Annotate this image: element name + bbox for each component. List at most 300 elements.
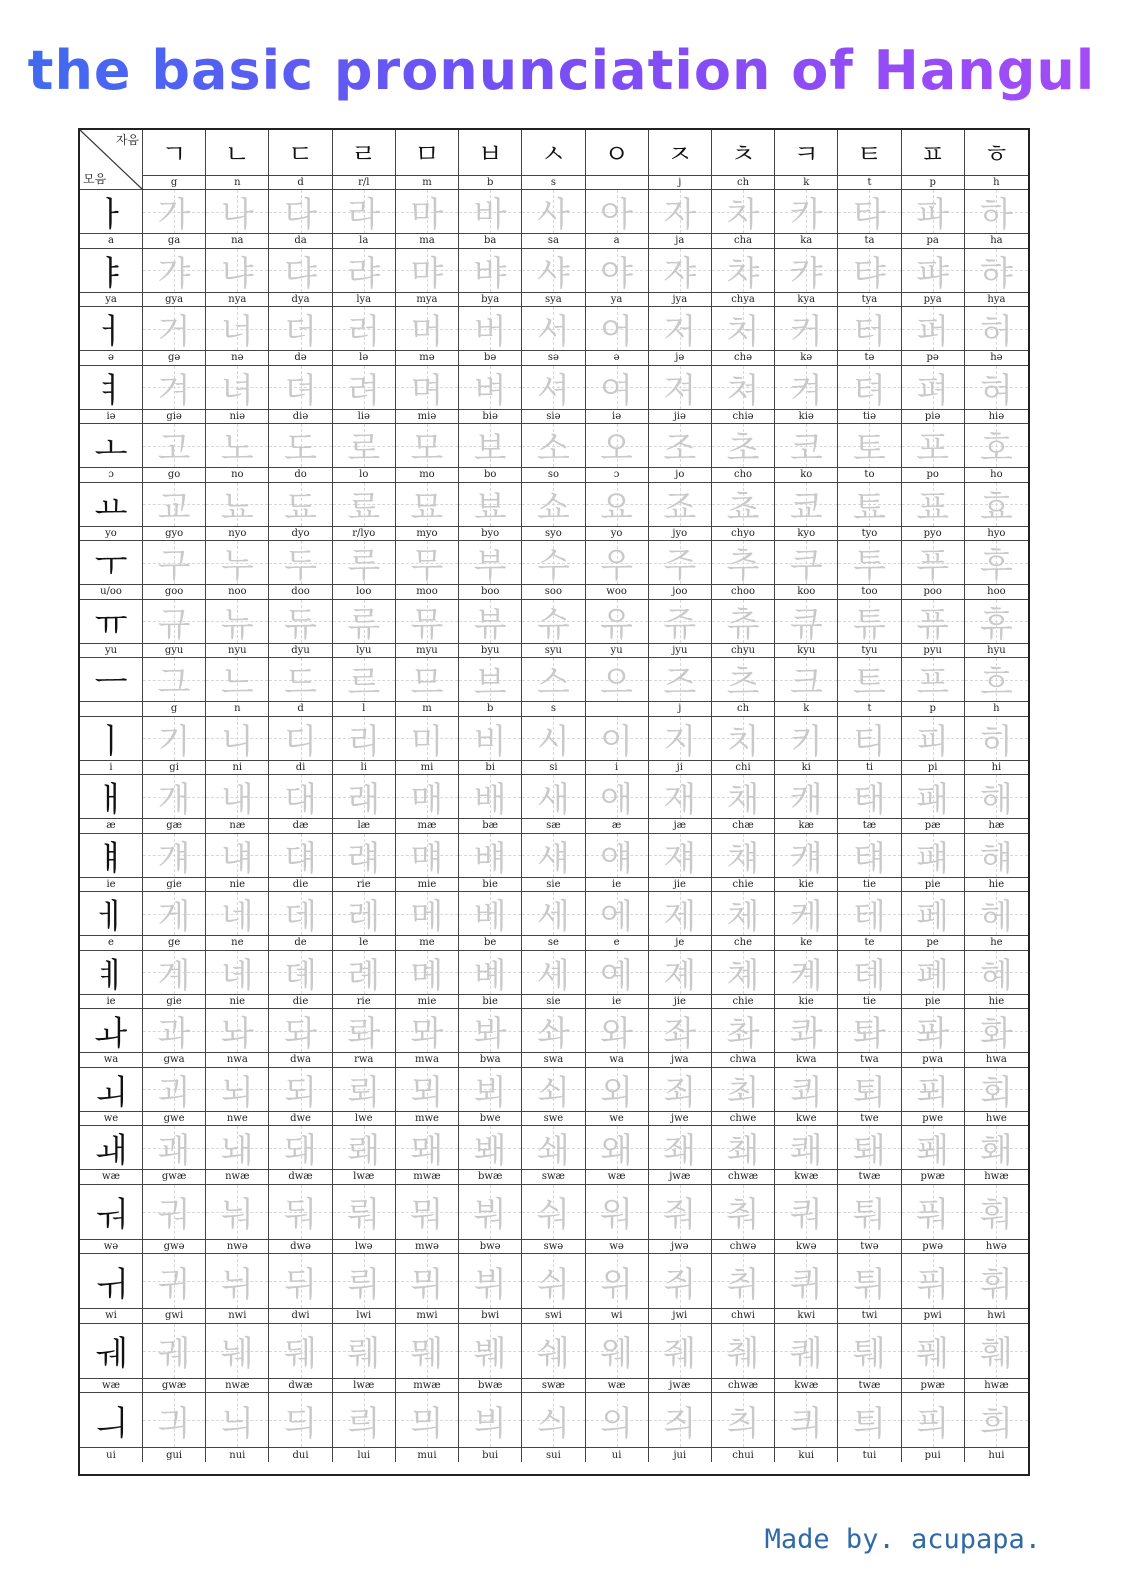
syllable-cell: [838, 834, 901, 878]
syllable-roman: chwa: [712, 1053, 775, 1068]
syllable-roman: pwa: [902, 1053, 965, 1068]
syllable-cell: [775, 951, 838, 995]
syllable-roman: ke: [775, 936, 838, 951]
syllable-text: 헤: [979, 897, 1013, 936]
syllable-text: 퇴: [853, 1072, 886, 1112]
syllable-cell: [712, 600, 775, 644]
syllable-cell: [902, 1068, 965, 1112]
syllable-roman: tyo: [838, 527, 901, 542]
syllable-cell: [143, 600, 206, 644]
syllable-text: 져: [663, 370, 697, 410]
syllable-text: 뫄: [410, 1014, 444, 1053]
syllable-cell: [396, 775, 459, 819]
syllable-text: 느: [220, 663, 254, 702]
syllable-text: 희: [979, 1403, 1013, 1444]
syllable-roman: go: [143, 468, 206, 483]
syllable-roman: bæ: [459, 819, 522, 834]
syllable-roman: mə: [396, 351, 459, 366]
syllable-roman: dya: [269, 293, 332, 308]
syllable-cell: [143, 892, 206, 936]
vowel-roman: wi: [80, 1309, 143, 1324]
vowel-cell: ㅣ: [80, 717, 143, 761]
syllable-roman: kie: [775, 878, 838, 893]
syllable-roman: pwe: [902, 1112, 965, 1127]
syllable-text: 훠: [979, 1195, 1013, 1235]
syllable-roman: sə: [522, 351, 585, 366]
syllable-text: 폐: [916, 955, 950, 995]
syllable-roman: bo: [459, 468, 522, 483]
syllable-cell: [396, 1126, 459, 1170]
syllable-text: 셰: [536, 955, 570, 995]
syllable-text: 캬: [789, 253, 823, 293]
syllable-text: 훼: [979, 1334, 1013, 1374]
syllable-roman: gie: [143, 878, 206, 893]
syllable-cell: [775, 1393, 838, 1448]
syllable-cell: [396, 307, 459, 351]
syllable-roman: tiə: [838, 410, 901, 425]
syllable-roman: se: [522, 936, 585, 951]
syllable-cell: [712, 1009, 775, 1053]
syllable-cell: [965, 1126, 1028, 1170]
syllable-cell: [965, 1068, 1028, 1112]
syllable-roman: swæ: [522, 1379, 585, 1394]
syllable-roman: biə: [459, 410, 522, 425]
syllable-roman: hi: [965, 761, 1028, 776]
vowel-roman: wə: [80, 1240, 143, 1255]
syllable-roman: hwe: [965, 1112, 1028, 1127]
syllable-roman: die: [269, 995, 332, 1010]
syllable-text: 히: [979, 721, 1013, 761]
syllable-roman: swæ: [522, 1170, 585, 1185]
syllable-cell: [143, 1324, 206, 1379]
syllable-roman: tə: [838, 351, 901, 366]
syllable-roman: ko: [775, 468, 838, 483]
vowel-cell: ㅑ: [80, 249, 143, 293]
syllable-cell: [333, 892, 396, 936]
vowel-cell: ㅞ: [80, 1324, 143, 1379]
syllable-text: 니: [220, 721, 254, 761]
consonant-roman: d: [269, 176, 332, 190]
syllable-text: 뉘: [220, 1264, 254, 1305]
syllable-text: 쟤: [663, 838, 697, 878]
syllable-text: 두: [284, 546, 317, 585]
syllable-text: 챼: [726, 838, 760, 878]
syllable-roman: gie: [143, 995, 206, 1010]
syllable-roman: hæ: [965, 819, 1028, 834]
syllable-roman: je: [649, 936, 712, 951]
syllable-cell: [902, 1009, 965, 1053]
syllable-roman: mie: [396, 995, 459, 1010]
syllable-text: 댸: [284, 838, 317, 878]
syllable-text: 켸: [789, 955, 823, 995]
syllable-roman: joo: [649, 585, 712, 600]
syllable-text: 치: [726, 721, 760, 761]
syllable-text: 으: [600, 663, 634, 702]
syllable-cell: [269, 892, 332, 936]
syllable-cell: [522, 892, 585, 936]
syllable-cell: [775, 249, 838, 293]
syllable-roman: ti: [838, 761, 901, 776]
consonant-header: ㅎ: [965, 130, 1028, 176]
syllable-roman: kwæ: [775, 1379, 838, 1394]
syllable-text: 죠: [663, 487, 697, 527]
syllable-roman: tyu: [838, 644, 901, 659]
syllable-text: 구: [157, 546, 191, 585]
syllable-text: 뤠: [347, 1334, 381, 1374]
syllable-roman: do: [269, 468, 332, 483]
vowel-roman: ya: [80, 293, 143, 308]
syllable-text: 미: [410, 721, 444, 761]
syllable-cell: [522, 834, 585, 878]
syllable-text: 쿼: [789, 1195, 823, 1235]
syllable-cell: [586, 951, 649, 995]
syllable-text: 화: [979, 1014, 1013, 1053]
syllable-text: 례: [347, 955, 381, 995]
syllable-roman: ja: [649, 234, 712, 249]
syllable-text: 체: [726, 897, 760, 936]
syllable-roman: chya: [712, 293, 775, 308]
syllable-cell: [838, 1009, 901, 1053]
syllable-roman: tui: [838, 1448, 901, 1462]
syllable-text: 뱌: [473, 253, 507, 293]
syllable-text: 쳐: [726, 370, 760, 410]
syllable-cell: [206, 483, 269, 527]
syllable-cell: [712, 1068, 775, 1112]
syllable-text: 쾌: [789, 1131, 823, 1170]
syllable-cell: [965, 249, 1028, 293]
syllable-roman: jwə: [649, 1240, 712, 1255]
syllable-roman: gwi: [143, 1309, 206, 1324]
syllable-roman: po: [902, 468, 965, 483]
syllable-cell: [838, 951, 901, 995]
syllable-roman: wa: [586, 1053, 649, 1068]
syllable-roman: hwa: [965, 1053, 1028, 1068]
consonant-header: ㅍ: [902, 130, 965, 176]
syllable-roman: i: [586, 761, 649, 776]
syllable-cell: [459, 1009, 522, 1053]
syllable-text: 뇨: [220, 487, 254, 527]
consonant-header: ㅈ: [649, 130, 712, 176]
syllable-roman: nwə: [206, 1240, 269, 1255]
syllable-cell: [459, 366, 522, 410]
syllable-cell: [965, 658, 1028, 702]
syllable-roman: tie: [838, 878, 901, 893]
syllable-cell: [459, 600, 522, 644]
syllable-cell: [459, 483, 522, 527]
syllable-roman: bwə: [459, 1240, 522, 1255]
syllable-roman: kya: [775, 293, 838, 308]
syllable-text: 뉴: [220, 604, 254, 644]
syllable-roman: m: [396, 702, 459, 717]
syllable-cell: [269, 1324, 332, 1379]
syllable-roman: jya: [649, 293, 712, 308]
syllable-cell: [712, 1126, 775, 1170]
syllable-roman: wæ: [586, 1379, 649, 1394]
syllable-text: 워: [600, 1195, 634, 1235]
syllable-text: 테: [853, 897, 886, 936]
syllable-cell: [775, 424, 838, 468]
syllable-cell: [775, 1254, 838, 1309]
syllable-cell: [712, 541, 775, 585]
syllable-cell: [649, 1068, 712, 1112]
syllable-roman: b: [459, 702, 522, 717]
syllable-cell: [396, 424, 459, 468]
syllable-cell: [333, 190, 396, 234]
syllable-text: 에: [600, 897, 634, 936]
syllable-text: 교: [157, 487, 191, 527]
syllable-text: 붜: [473, 1195, 507, 1235]
vowel-cell: ㅚ: [80, 1068, 143, 1112]
syllable-text: 여: [600, 370, 634, 410]
consonant-roman: p: [902, 176, 965, 190]
syllable-roman: cha: [712, 234, 775, 249]
syllable-text: 바: [473, 195, 507, 234]
syllable-text: 쳬: [726, 955, 760, 995]
syllable-roman: si: [522, 761, 585, 776]
syllable-text: 풰: [916, 1334, 950, 1374]
syllable-roman: ne: [206, 936, 269, 951]
syllable-text: 커: [789, 312, 823, 351]
syllable-roman: woo: [586, 585, 649, 600]
syllable-cell: [333, 249, 396, 293]
syllable-cell: [586, 366, 649, 410]
syllable-cell: [269, 307, 332, 351]
syllable-roman: wə: [586, 1240, 649, 1255]
syllable-cell: [965, 1009, 1028, 1053]
syllable-cell: [143, 1068, 206, 1112]
syllable-roman: ui: [586, 1448, 649, 1462]
syllable-roman: dyo: [269, 527, 332, 542]
syllable-text: 놰: [220, 1131, 254, 1170]
syllable-text: 위: [600, 1264, 634, 1305]
syllable-roman: pi: [902, 761, 965, 776]
syllable-roman: nwi: [206, 1309, 269, 1324]
syllable-roman: kyo: [775, 527, 838, 542]
syllable-text: 케: [789, 897, 823, 936]
syllable-cell: [333, 1324, 396, 1379]
syllable-cell: [712, 951, 775, 995]
syllable-roman: lwæ: [333, 1170, 396, 1185]
syllable-cell: [649, 658, 712, 702]
syllable-roman: lui: [333, 1448, 396, 1462]
syllable-roman: jie: [649, 878, 712, 893]
syllable-text: 퍠: [916, 838, 950, 878]
syllable-cell: [838, 1324, 901, 1379]
syllable-text: 도: [284, 429, 317, 468]
syllable-text: 려: [347, 370, 381, 410]
syllable-roman: chie: [712, 995, 775, 1010]
syllable-text: 퍼: [916, 312, 950, 351]
syllable-roman: pyo: [902, 527, 965, 542]
syllable-text: 턔: [853, 838, 886, 878]
syllable-cell: [333, 658, 396, 702]
syllable-cell: [965, 1185, 1028, 1240]
syllable-text: 페: [916, 897, 950, 936]
syllable-roman: gwæ: [143, 1170, 206, 1185]
syllable-text: 뭬: [410, 1334, 444, 1374]
syllable-cell: [775, 717, 838, 761]
syllable-roman: nə: [206, 351, 269, 366]
vowel-roman: yu: [80, 644, 143, 659]
syllable-cell: [902, 1126, 965, 1170]
syllable-cell: [586, 775, 649, 819]
syllable-roman: la: [333, 234, 396, 249]
syllable-cell: [269, 834, 332, 878]
syllable-text: 패: [916, 780, 950, 819]
syllable-roman: chyo: [712, 527, 775, 542]
syllable-text: 뎌: [284, 370, 317, 410]
syllable-text: 뮤: [410, 604, 444, 644]
syllable-text: 처: [726, 312, 760, 351]
syllable-roman: lwə: [333, 1240, 396, 1255]
syllable-roman: kyu: [775, 644, 838, 659]
syllable-roman: jæ: [649, 819, 712, 834]
consonant-header: ㄷ: [269, 130, 332, 176]
syllable-text: 괘: [157, 1131, 191, 1170]
syllable-text: 무: [410, 546, 444, 585]
syllable-cell: [838, 483, 901, 527]
syllable-text: 혀: [979, 370, 1013, 410]
syllable-roman: ge: [143, 936, 206, 951]
syllable-cell: [143, 775, 206, 819]
syllable-roman: kwi: [775, 1309, 838, 1324]
syllable-text: 채: [726, 780, 760, 819]
syllable-text: 뫠: [410, 1131, 444, 1170]
syllable-roman: pie: [902, 995, 965, 1010]
syllable-cell: [902, 1185, 965, 1240]
syllable-text: 래: [347, 780, 381, 819]
syllable-roman: lwe: [333, 1112, 396, 1127]
syllable-text: 므: [410, 663, 444, 702]
syllable-cell: [649, 307, 712, 351]
syllable-text: 내: [220, 780, 254, 819]
syllable-roman: kæ: [775, 819, 838, 834]
syllable-roman: twa: [838, 1053, 901, 1068]
syllable-roman: jui: [649, 1448, 712, 1462]
syllable-roman: hoo: [965, 585, 1028, 600]
syllable-roman: də: [269, 351, 332, 366]
syllable-text: 새: [536, 780, 570, 819]
syllable-text: 지: [663, 721, 697, 761]
syllable-roman: tya: [838, 293, 901, 308]
syllable-roman: ji: [649, 761, 712, 776]
syllable-text: 켜: [789, 370, 823, 410]
syllable-text: 픠: [916, 1403, 950, 1444]
syllable-roman: di: [269, 761, 332, 776]
syllable-roman: bwa: [459, 1053, 522, 1068]
syllable-roman: niə: [206, 410, 269, 425]
syllable-text: 흐: [979, 663, 1013, 702]
syllable-roman: bie: [459, 878, 522, 893]
syllable-cell: [586, 834, 649, 878]
syllable-cell: [775, 541, 838, 585]
syllable-cell: [206, 834, 269, 878]
syllable-text: 먀: [410, 253, 444, 293]
syllable-cell: [206, 717, 269, 761]
syllable-cell: [522, 1009, 585, 1053]
syllable-roman: kə: [775, 351, 838, 366]
syllable-roman: kwə: [775, 1240, 838, 1255]
syllable-roman: nui: [206, 1448, 269, 1462]
syllable-roman: mie: [396, 878, 459, 893]
syllable-roman: pwæ: [902, 1379, 965, 1394]
syllable-cell: [586, 1009, 649, 1053]
syllable-text: 다: [284, 195, 317, 234]
syllable-cell: [396, 366, 459, 410]
syllable-cell: [459, 190, 522, 234]
vowel-roman: we: [80, 1112, 143, 1127]
syllable-text: 댜: [284, 253, 317, 293]
syllable-roman: kwæ: [775, 1170, 838, 1185]
syllable-text: 초: [726, 429, 760, 468]
syllable-cell: [902, 424, 965, 468]
syllable-roman: na: [206, 234, 269, 249]
syllable-cell: [775, 775, 838, 819]
syllable-roman: nwe: [206, 1112, 269, 1127]
syllable-roman: hwi: [965, 1309, 1028, 1324]
syllable-cell: [586, 1254, 649, 1309]
consonant-header: ㅅ: [522, 130, 585, 176]
syllable-roman: gwa: [143, 1053, 206, 1068]
syllable-roman: dwi: [269, 1309, 332, 1324]
syllable-roman: we: [586, 1112, 649, 1127]
syllable-text: 귀: [157, 1264, 191, 1305]
vowel-roman: i: [80, 761, 143, 776]
syllable-roman: ie: [586, 995, 649, 1010]
syllable-roman: myu: [396, 644, 459, 659]
syllable-roman: hie: [965, 995, 1028, 1010]
syllable-text: 즤: [663, 1403, 697, 1444]
syllable-roman: bie: [459, 995, 522, 1010]
syllable-text: 툐: [853, 487, 886, 527]
syllable-roman: pwi: [902, 1309, 965, 1324]
syllable-roman: be: [459, 936, 522, 951]
syllable-roman: mwi: [396, 1309, 459, 1324]
vowel-roman: ie: [80, 995, 143, 1010]
consonant-header: ㄱ: [143, 130, 206, 176]
syllable-cell: [712, 775, 775, 819]
syllable-roman: p: [902, 702, 965, 717]
syllable-cell: [586, 307, 649, 351]
syllable-cell: [396, 1254, 459, 1309]
syllable-roman: mwæ: [396, 1170, 459, 1185]
syllable-text: 냐: [220, 253, 254, 293]
syllable-roman: mya: [396, 293, 459, 308]
syllable-cell: [269, 541, 332, 585]
syllable-text: 퇘: [853, 1131, 886, 1170]
syllable-roman: chwe: [712, 1112, 775, 1127]
syllable-cell: [838, 892, 901, 936]
syllable-text: 퐈: [916, 1014, 950, 1053]
syllable-text: 수: [536, 546, 570, 585]
syllable-text: 콰: [789, 1014, 823, 1053]
syllable-text: 디: [284, 721, 317, 761]
syllable-cell: [143, 483, 206, 527]
syllable-text: 러: [347, 312, 381, 351]
syllable-cell: [522, 307, 585, 351]
syllable-text: 저: [663, 312, 697, 351]
syllable-cell: [333, 1009, 396, 1053]
syllable-roman: ch: [712, 702, 775, 717]
syllable-text: 녀: [220, 370, 254, 410]
syllable-cell: [649, 541, 712, 585]
syllable-cell: [396, 541, 459, 585]
syllable-roman: twæ: [838, 1170, 901, 1185]
syllable-text: 회: [979, 1072, 1013, 1112]
syllable-text: 늬: [220, 1403, 254, 1444]
syllable-text: 츠: [726, 663, 760, 702]
syllable-cell: [459, 717, 522, 761]
